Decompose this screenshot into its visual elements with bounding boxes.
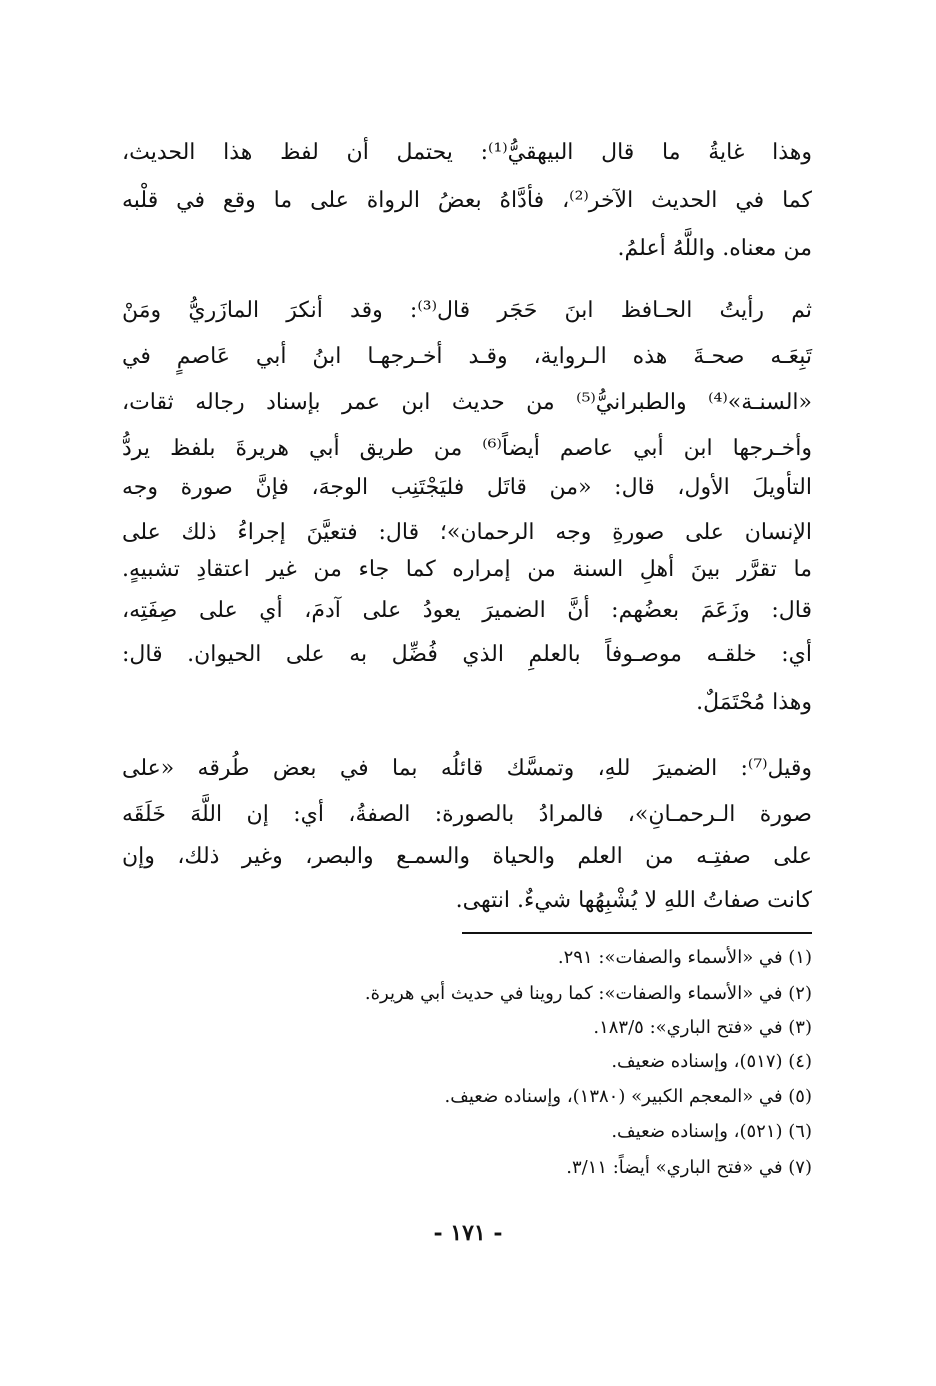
footnote-separator (462, 932, 812, 934)
text-line: من معناه. واللَّهُ أعلمُ. (617, 236, 812, 261)
text-line: وأخـرجها ابن أبي عاصم أيضاً⁽⁶⁾ من طريق أبي هريرةَ بلفظ يردُّ (122, 436, 812, 461)
footnote: (٧) في «فتح الباري» أيضاً: ٣/١١. (566, 1157, 812, 1178)
text-line: ما تقرَّر بينَ أهلِ السنة من إمراره كما جاء من غير اعتقادِ تشبيهٍ. (122, 557, 812, 582)
text-line: ثم رأيتُ الحـافظ ابنَ حَجَر قال⁽³⁾: وقد أنكرَ المازَريُّ ومَنْ (122, 298, 812, 323)
text-line: وقيل⁽⁷⁾: الضميرَ للهِ، وتمسَّك قائلُه بما في بعض طُرقه «على (122, 756, 812, 781)
footnote: (٦) (٥٢١)، وإسناده ضعيف. (611, 1121, 812, 1142)
text-line: أي: خلقـه موصـوفاً بالعلمِ الذي فُضِّل به على الحيوان. قال: (122, 642, 812, 667)
text-line: قال: وزَعَمَ بعضُهم: أنَّ الضميرَ يعودُ على آدمَ، أي على صِفَتِه، (122, 598, 812, 623)
text-line: كانت صفاتُ اللهِ لا يُشْبِهُها شيءٌ. انتهى. (455, 888, 812, 913)
text-line: كما في الحديث الآخر⁽²⁾، فأدَّاهُ بعضُ الرواة على ما وقع في قلْبه (122, 188, 812, 213)
text-line: وهذا غايةُ ما قال البيهقيُّ⁽¹⁾: يحتمل أن لفظ هذا الحديث، (122, 140, 813, 165)
footnote: (٤) (٥١٧)، وإسناده ضعيف. (611, 1051, 812, 1072)
text-line: «السنـة»⁽⁴⁾ والطبرانيُّ⁽⁵⁾ من حديث ابن عمر بإسناد رجاله ثقات، (122, 390, 812, 415)
footnote: (٣) في «فتح الباري»: ١٨٣/٥. (593, 1017, 812, 1038)
text-line: على صفتِـه من العلم والحياة والسمـع والبصر، وغير ذلك، وإن (122, 844, 812, 869)
text-line: صورة الـرحمـانِ»، فالمرادُ بالصورة: الصفةُ، أي: إن اللَّهَ خَلَقَه (122, 802, 812, 827)
text-line: الإنسان على صورةِ وجه الرحمان»؛ قال: فتعيَّنَ إجراءُ ذلك على (122, 520, 812, 545)
text-line: التأويلَ الأول، قال: «من قاتَل فليَجْتَنِب الوجهَ، فإنَّ صورة وجه (122, 475, 812, 500)
text-line: تَبِعَـه صحـةَ هذه الـرواية، وقـد أخـرجهـا ابنُ أبي عَاصمٍ في (122, 344, 812, 369)
footnote: (١) في «الأسماء والصفات»: ٢٩١. (557, 947, 812, 968)
footnote: (٢) في «الأسماء والصفات»: كما روينا في حديث أبي هريرة. (364, 983, 812, 1004)
page-number: - ١٧١ - (433, 1220, 503, 1246)
text-line: وهذا مُحْتَمَلٌ. (696, 690, 812, 715)
footnote: (٥) في «المعجم الكبير» (١٣٨٠)، وإسناده ضعيف. (444, 1086, 812, 1107)
